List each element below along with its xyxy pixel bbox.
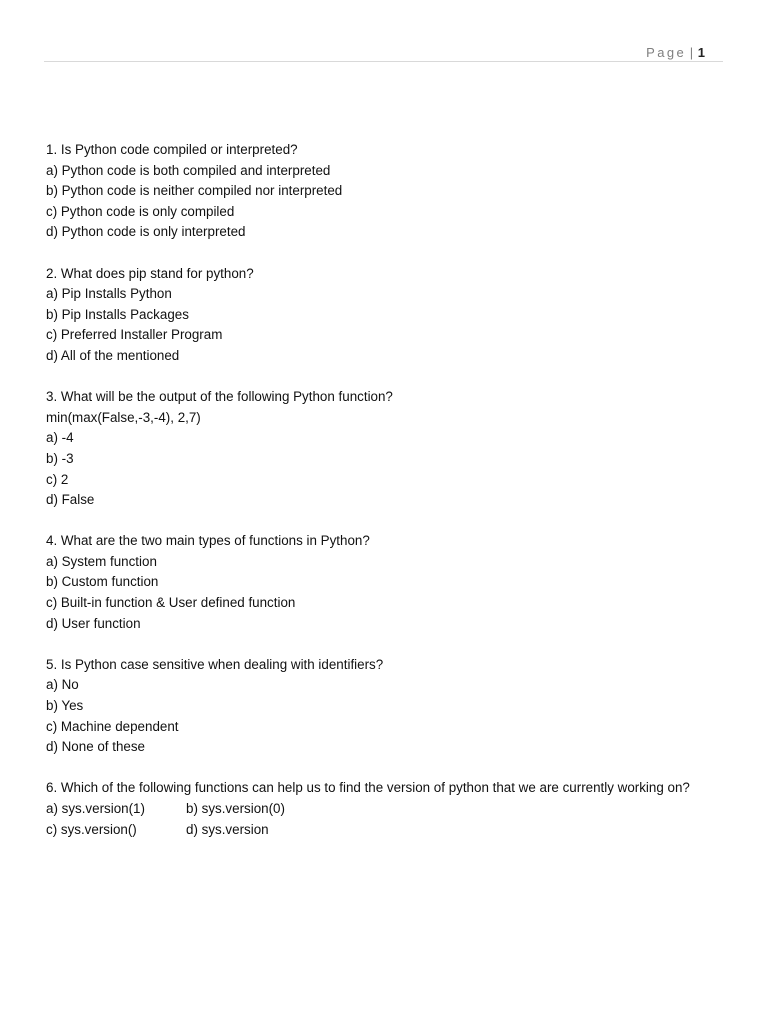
- code-expression: min(max(False,-3,-4), 2,7): [46, 409, 201, 425]
- option-c: c) 2: [46, 471, 69, 487]
- question-4: [46, 531, 718, 634]
- option-b: b) Pip Installs Packages: [46, 306, 189, 322]
- option-c: c) Python code is only compiled: [46, 203, 235, 219]
- page-separator: |: [689, 45, 694, 60]
- option-a: a) Pip Installs Python: [46, 286, 172, 302]
- option-d: d) All of the mentioned: [46, 347, 180, 363]
- option-b: b) Python code is neither compiled nor interpreted: [46, 183, 343, 199]
- option-a: a) -4: [46, 430, 74, 446]
- option-d: d) User function: [46, 615, 141, 631]
- quiz-content: [46, 140, 718, 861]
- option-row: [46, 799, 718, 820]
- option-c: c) sys.version(): [46, 821, 137, 837]
- question-text: 5. Is Python case sensitive when dealing with identifiers?: [46, 656, 384, 672]
- option-a: a) Python code is both compiled and interpreted: [46, 162, 331, 178]
- question-3: [46, 387, 718, 511]
- option-d: d) False: [46, 492, 95, 508]
- option-d: d) Python code is only interpreted: [46, 224, 246, 240]
- question-text: 2. What does pip stand for python?: [46, 265, 254, 281]
- question-text: 1. Is Python code compiled or interpreted?: [46, 142, 298, 157]
- option-c: c) Preferred Installer Program: [46, 327, 223, 343]
- page-word: Page: [646, 45, 687, 60]
- option-b: b) Custom function: [46, 574, 159, 590]
- option-d: d) None of these: [46, 739, 146, 755]
- question-2: [46, 264, 718, 367]
- question-6: [46, 778, 718, 840]
- option-a: a) sys.version(1): [46, 801, 145, 816]
- page-number-label: [646, 45, 705, 61]
- option-b: b) -3: [46, 450, 74, 466]
- option-c: c) Built-in function & User defined function: [46, 595, 296, 611]
- option-b: b) Yes: [46, 698, 84, 714]
- page-number: 1: [697, 45, 705, 60]
- question-text: 3. What will be the output of the following Python function?: [46, 389, 393, 405]
- question-5: [46, 655, 718, 758]
- option-a: a) No: [46, 677, 79, 693]
- option-row: [46, 820, 718, 841]
- option-d: d) sys.version: [186, 821, 269, 837]
- question-text: 4. What are the two main types of functions in Python?: [46, 533, 370, 549]
- page-header: [44, 0, 723, 62]
- question-text: 6. Which of the following functions can help us to find the version of python that we are currently working on?: [46, 780, 690, 796]
- option-a: a) System function: [46, 553, 157, 569]
- question-1: [46, 140, 718, 243]
- option-c: c) Machine dependent: [46, 718, 179, 734]
- option-b: b) sys.version(0): [186, 801, 285, 816]
